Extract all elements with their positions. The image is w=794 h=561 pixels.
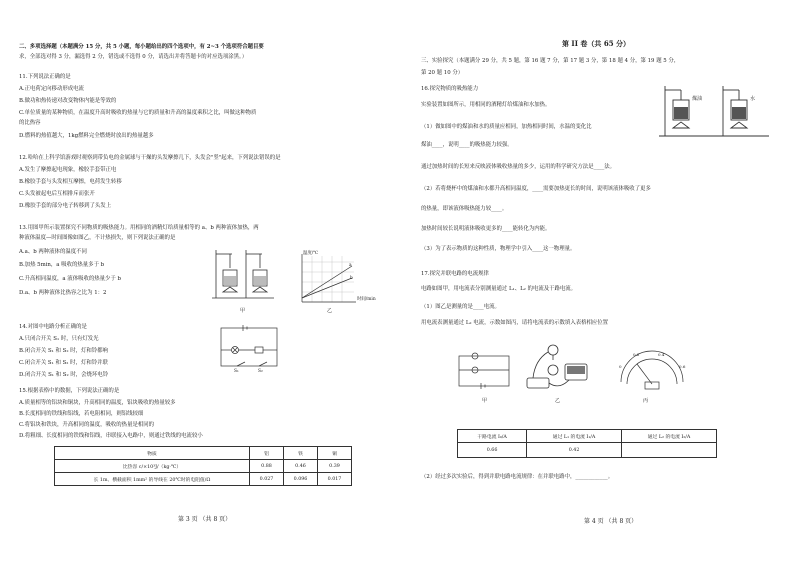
q15-data-table: [54, 446, 352, 486]
q16-part2-c: 加热时间较长说明液体吸收更多的____能转化为内能。: [421, 226, 551, 232]
q14-option-d: D.闭合开关 S₁ 和 S₂ 时，会烧坏电铃: [19, 372, 109, 378]
q17-intro: 电路如图甲，用电流表分别测量通过 L₁、L₂ 的电流及干路电流。: [421, 286, 577, 292]
table-row: [458, 443, 717, 458]
q17-meter-tick: 0: [619, 364, 622, 369]
q17-part3: （2）经过多次实验后，得到并联电路电流规律：在并联电路中，____________。: [421, 474, 614, 480]
table-cell: 0.017: [318, 473, 352, 486]
q16-title: 16.探究物质的吸热能力: [421, 86, 479, 92]
q13-option-a: A.a、b 两种液体的温度不同: [19, 249, 87, 255]
right-page-footer: 第 4 页 （共 8 页）: [584, 518, 638, 525]
q13-stem-cont: 种液体温度—时间图像如图乙，不计热损失，则下列说法正确的是: [19, 235, 176, 241]
table-cell: 0.39: [318, 460, 352, 473]
q14-option-a: A.只闭合开关 S₁ 时，只有灯发光: [19, 336, 99, 342]
q16-part1-a: （1）做如图中的煤油和水的质量应相同，加热相同时间，水温的变化比: [421, 124, 592, 130]
q15-option-d: D.将粗细、长度相同的铁线和铝线，串联接入电路中，则通过铁线的电流较小: [19, 433, 203, 439]
table-row: [55, 473, 352, 486]
q16-part2-a: （2）若将烧杯中的煤油和水都升高相同温度，____需要加热更长的时间，说明该液体吸收了更多: [421, 186, 651, 192]
q16-part1-b: 煤油____，说明____的吸热能力较强。: [421, 142, 513, 148]
q16-apparatus-figure: [659, 82, 779, 140]
section3-line1: 三、实验探究（本题满分 29 分，共 5 题，第 16 题 7 分，第 17 题 3 分，第 18 题 4 分，第 19 题 5 分，: [421, 58, 680, 64]
table-cell[interactable]: [622, 443, 717, 458]
q13-series-b-label: b: [350, 276, 353, 281]
q12-option-a: A.发生了摩擦起电现象，橡胶手套带正电: [19, 167, 117, 173]
q13-graph: [296, 252, 358, 308]
left-page-footer: 第 3 页 （共 8 页）: [178, 516, 232, 523]
section2-line2: 求，全部选对得 3 分，漏选得 2 分，错选或不选得 0 分，请选出并将答题卡的对应选项涂黑。）: [19, 54, 248, 60]
q15-stem: 15.根据表格中的数据，下列说法正确的是: [19, 388, 120, 394]
q17-fig-c-caption: 丙: [643, 398, 649, 404]
q13-option-c: C.升高相同温度，a 液体吸收的热量少于 b: [19, 276, 121, 282]
q13-graph-x-label: 时间/min: [357, 297, 376, 302]
q13-apparatus-figure: [212, 248, 274, 306]
q11-option-c-cont: 的比热容: [19, 120, 41, 126]
q13-graph-y-label: 温度/℃: [303, 251, 319, 256]
part-title: 第 II 卷（共 65 分）: [562, 39, 631, 48]
q12-option-c: C.头发被起电后互相排斥而张开: [19, 191, 95, 197]
q13-stem: 13.用图甲所示装置探究不同物质的吸热能力。用相同的酒精灯给质量相等的 a、b 两种液体加热，两: [19, 225, 259, 231]
q17-part1: （1）图乙是测量的是____电流。: [421, 304, 500, 310]
q17-title: 17.探究并联电路的电流规律: [421, 271, 489, 277]
section2-line1: 二、多项选择题（本题满分 15 分，共 5 小题，每小题给出的四个选项中，有 2~3 个选项符合题目要: [19, 44, 264, 50]
q16-water-label: 水: [750, 96, 756, 102]
q13-option-d: D.a、b 两种液体比热容之比为 1：2: [19, 290, 107, 296]
table-header-cell: 铝: [250, 447, 284, 460]
table-row: [55, 460, 352, 473]
q17-part2: 用电流表测量通过 L₂ 电流，示数如图丙，请将电流表的示数填入表格相应位置: [421, 320, 609, 326]
q14-switch-s1-label: S₁: [234, 369, 239, 374]
q14-option-b: B.闭合开关 S₁ 和 S₂ 时，灯和铃都响: [19, 348, 108, 354]
q11-stem: 11.下列说法正确的是: [19, 74, 71, 80]
table-header-cell: 通过 L₂ 的电流 I₂/A: [622, 430, 717, 443]
table-header-cell: 物质: [55, 447, 250, 460]
q11-option-c: C.单位质量的某种物质，在温度升高时吸收的热量与它的质量和升高的温度乘积之比，叫做这种物质: [19, 110, 257, 116]
q16-part2-b: 的热量，即该液体吸热能力较____。: [421, 206, 508, 212]
q17-circuit-b: [525, 340, 595, 395]
q13-series-a-label: a: [349, 263, 352, 268]
table-cell: 0.46: [284, 460, 318, 473]
q15-option-a: A.质量相等的铝块和铜块，升高相同的温度，铝块吸收的热量较多: [19, 400, 176, 406]
table-cell: 0.027: [250, 473, 284, 486]
q16-part1-c: 通过加热时间的长短来反映液体吸收热量的多少，运用的科学研究方法是____法。: [421, 164, 616, 170]
q15-option-c: C.将铝块和铁块，升高相同的温度，吸收的热量是相同的: [19, 422, 155, 428]
table-header-cell: 干路电流 I₀/A: [458, 430, 527, 443]
table-header-cell: 铜: [318, 447, 352, 460]
section3-line2: 第 20 题 10 分）: [421, 70, 464, 76]
table-header-cell: 通过 L₁ 的电流 I₁/A: [527, 430, 622, 443]
q13-option-b: B.加热 5min，a 吸收的热量多于 b: [19, 262, 105, 268]
q17-meter-tick: 0.4: [658, 352, 665, 357]
table-header-row: [458, 430, 717, 443]
q17-fig-b-caption: 乙: [555, 398, 561, 404]
q17-ammeter: [615, 352, 689, 392]
q12-stem: 12.哈哈在上科学馆游戏时观察到带负电的金属球与干燥的头发摩擦几下，头发会"竖"起来，下列说法错误的是: [19, 155, 281, 161]
q13-fig-right-caption: 乙: [327, 308, 333, 314]
q12-option-d: D.橡胶手套的部分电子转移到了头发上: [19, 203, 112, 209]
table-cell: 0.88: [250, 460, 284, 473]
q14-stem: 14.对图中电路分析正确的是: [19, 324, 87, 330]
table-cell: 长 1m、横截面积 1mm² 的导线在 20℃时的电阻值/Ω: [55, 473, 250, 486]
q14-option-c: C.闭合开关 S₁ 和 S₂ 时，灯和铃并联: [19, 360, 108, 366]
q15-option-b: B.长度相同的铁线和铝线，若电阻相同，则铝线较细: [19, 411, 144, 417]
table-header-row: [55, 447, 352, 460]
q11-option-b: B.做功和热传递对改变物体内能是等效的: [19, 98, 117, 104]
table-header-cell: 铁: [284, 447, 318, 460]
right-page: [397, 0, 794, 561]
q14-circuit: [215, 322, 283, 372]
q17-fig-a-caption: 甲: [482, 398, 488, 404]
q16-oil-label: 煤油: [692, 96, 703, 102]
table-cell: 比热容 c/×10³J/（kg·℃）: [55, 460, 250, 473]
table-cell: 0.42: [527, 443, 622, 458]
q17-meter-tick: 0.6: [679, 364, 686, 369]
q12-option-b: B.橡胶手套与头发相互摩擦，电荷发生转移: [19, 179, 122, 185]
q17-meter-tick: 0.2: [633, 352, 640, 357]
q14-switch-s2-label: S₂: [258, 369, 263, 374]
table-cell: 0.66: [458, 443, 527, 458]
q16-part3: （3）为了表示物质的这种性质，物理学中引入____这一物理量。: [421, 246, 576, 252]
q11-option-d: D.燃料的热值越大，1kg燃料完全燃烧时放出的热量越多: [19, 133, 154, 139]
q13-fig-left-caption: 甲: [240, 308, 246, 314]
q16-intro: 实验装置如图所示，用相同的酒精灯给煤油和水加热。: [421, 102, 551, 108]
q17-circuit-a: [455, 352, 515, 392]
q17-current-table: [457, 429, 717, 458]
q11-option-a: A.正电荷定向移动形成电流: [19, 86, 84, 92]
table-cell: 0.096: [284, 473, 318, 486]
